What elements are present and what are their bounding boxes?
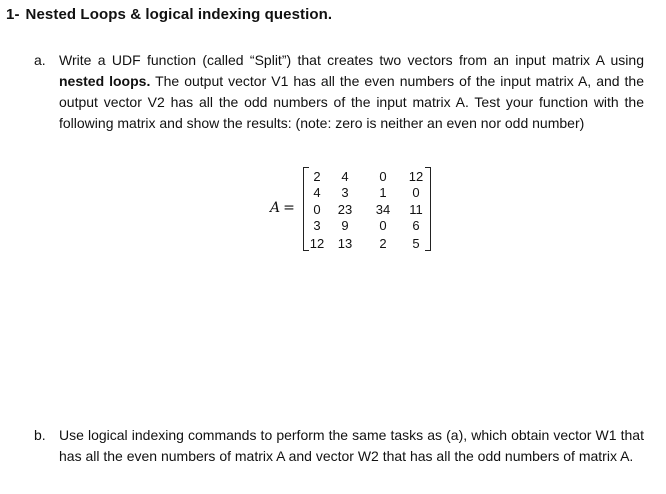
question-title: Nested Loops & logical indexing question. xyxy=(25,6,333,23)
matrix-cell: 3 xyxy=(313,218,321,233)
matrix-cell: 12 xyxy=(408,169,424,184)
matrix-cell: 23 xyxy=(337,202,353,217)
part-a-marker: a. xyxy=(34,52,46,68)
matrix-cell: 5 xyxy=(412,236,420,251)
matrix-cell: 0 xyxy=(379,169,387,184)
matrix-cell: 4 xyxy=(341,169,349,184)
matrix-label xyxy=(270,200,295,216)
matrix-cell: 12 xyxy=(309,236,325,251)
part-a xyxy=(34,50,644,134)
part-a-text xyxy=(59,50,644,134)
matrix-cell: 9 xyxy=(341,218,349,233)
part-b-marker: b. xyxy=(34,427,46,443)
matrix-cell: 3 xyxy=(341,185,349,200)
matrix-cell: 0 xyxy=(313,202,321,217)
question-number: 1- xyxy=(6,6,20,23)
matrix-cell: 11 xyxy=(409,202,423,217)
part-b xyxy=(34,425,644,467)
question-heading xyxy=(6,6,332,23)
matrix-equals: = xyxy=(283,200,295,216)
matrix-cell: 13 xyxy=(337,236,353,251)
matrix-cell: 0 xyxy=(379,218,387,233)
part-a-bold: nested loops. xyxy=(59,73,151,89)
part-a-text-1: Write a UDF function (called “Split”) that creates two vectors from an input matrix A using xyxy=(59,52,644,68)
matrix-cell: 4 xyxy=(313,185,321,200)
matrix-cell: 34 xyxy=(375,202,391,217)
matrix-cell: 1 xyxy=(379,185,387,200)
matrix-cell: 6 xyxy=(412,218,420,233)
matrix-name: A xyxy=(270,200,281,216)
matrix-cell: 0 xyxy=(412,185,420,200)
matrix-cell: 2 xyxy=(313,169,321,184)
part-b-text: Use logical indexing commands to perform the same tasks as (a), which obtain vector W1 that has all the even numbers of matrix A and vector W2 that has all the odd numbers of matrix A. xyxy=(59,427,644,464)
matrix-cell: 2 xyxy=(379,236,387,251)
part-a-text-2: The output vector V1 has all the even numbers of the input matrix A, and the output vector V2 has all the odd numbers of the input matrix A. Test your function with the following matrix and show the results: (note: zero is neither an even nor odd number) xyxy=(59,73,645,131)
